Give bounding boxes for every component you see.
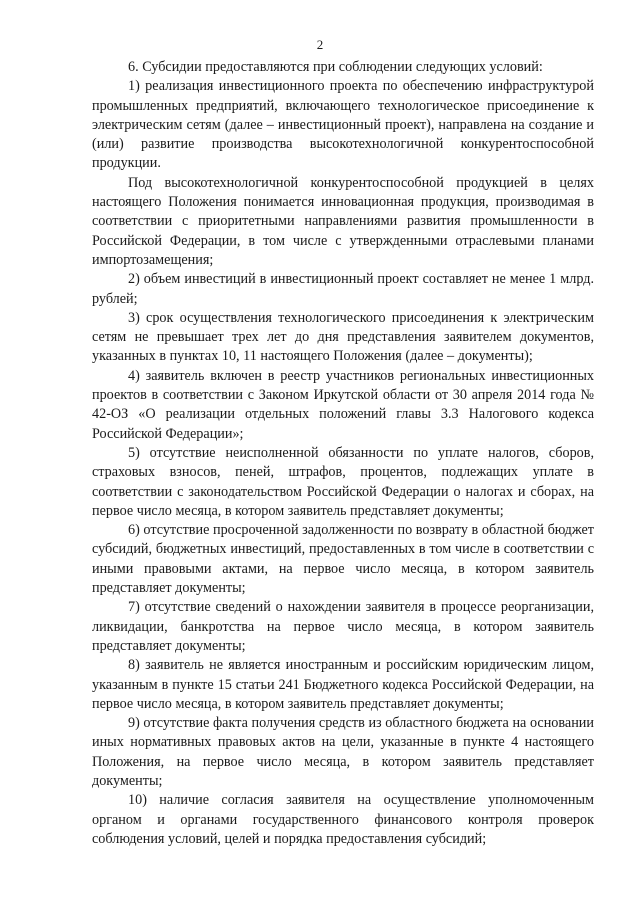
paragraph-definition-high-tech-products: Под высокотехнологичной конкурентоспособной продукцией в целях настоящего Положения понимается инновационная продукция, производимая в соответствии с приоритетными направлениями развития промышленности в Российской Федерации, в том числе с утвержденными отраслевыми планами импортозамещения; xyxy=(92,174,594,268)
paragraph-condition-9: 9) отсутствие факта получения средств из областного бюджета на основании иных нормативных правовых актов на цели, указанные в пункте 4 настоящего Положения, на первое число месяца, в котором заявитель представляет документы; xyxy=(92,715,594,789)
paragraph-condition-10: 10) наличие согласия заявителя на осуществление уполномоченным органом и органами государственного финансового контроля проверок соблюдения условий, целей и порядка предоставления субсидий; xyxy=(92,792,594,847)
paragraph-conditions-intro: 6. Субсидии предоставляются при соблюдении следующих условий: xyxy=(128,59,543,75)
paragraph-condition-4: 4) заявитель включен в реестр участников региональных инвестиционных проектов в соответствии с Законом Иркутской области от 30 апреля 2014 года № 42-ОЗ «О реализации отдельных положений главы 3.3 Налогового кодекса Российской Федерации»; xyxy=(92,367,594,442)
paragraph-condition-5: 5) отсутствие неисполненной обязанности по уплате налогов, сборов, страховых взносов, пеней, штрафов, процентов, подлежащих уплате в соответствии с законодательством Российской Федерации о налогах и сборах, на первое число месяца, в котором заявитель представляет документы; xyxy=(92,444,594,519)
paragraph-condition-6: 6) отсутствие просроченной задолженности по возврату в областной бюджет субсидий, бюджетных инвестиций, предоставленных в том числе в соответствии с иными правовыми актами, на первое число месяца, в котором заявитель представляет документы; xyxy=(92,522,594,597)
paragraph-condition-8: 8) заявитель не является иностранным и российским юридическим лицом, указанным в пункте 15 статьи 241 Бюджетного кодекса Российской Федерации, на первое число месяца, в котором заявитель представляет документы; xyxy=(92,657,594,712)
paragraph-condition-2: 2) объем инвестиций в инвестиционный проект составляет не менее 1 млрд. рублей; xyxy=(92,271,594,307)
paragraph-condition-3: 3) срок осуществления технологического присоединения к электрическим сетям не превышает трех лет до дня представления заявителем документов, указанных в пунктах 10, 11 настоящего Положения (далее – документы); xyxy=(92,309,594,365)
paragraph-condition-7: 7) отсутствие сведений о нахождении заявителя в процессе реорганизации, ликвидации, банкротства на первое число месяца, в котором заявитель представляет документы; xyxy=(92,599,594,654)
document-body xyxy=(92,58,594,849)
paragraph-condition-1: 1) реализация инвестиционного проекта по обеспечению инфраструктурой промышленных предприятий, включающего технологическое присоединение к электрическим сетям (далее – инвестиционный проект), направлена на создание и (или) развитие производства высокотехнологичной конкурентоспособной продукции. xyxy=(92,78,594,172)
page-number: 2 xyxy=(316,37,324,52)
